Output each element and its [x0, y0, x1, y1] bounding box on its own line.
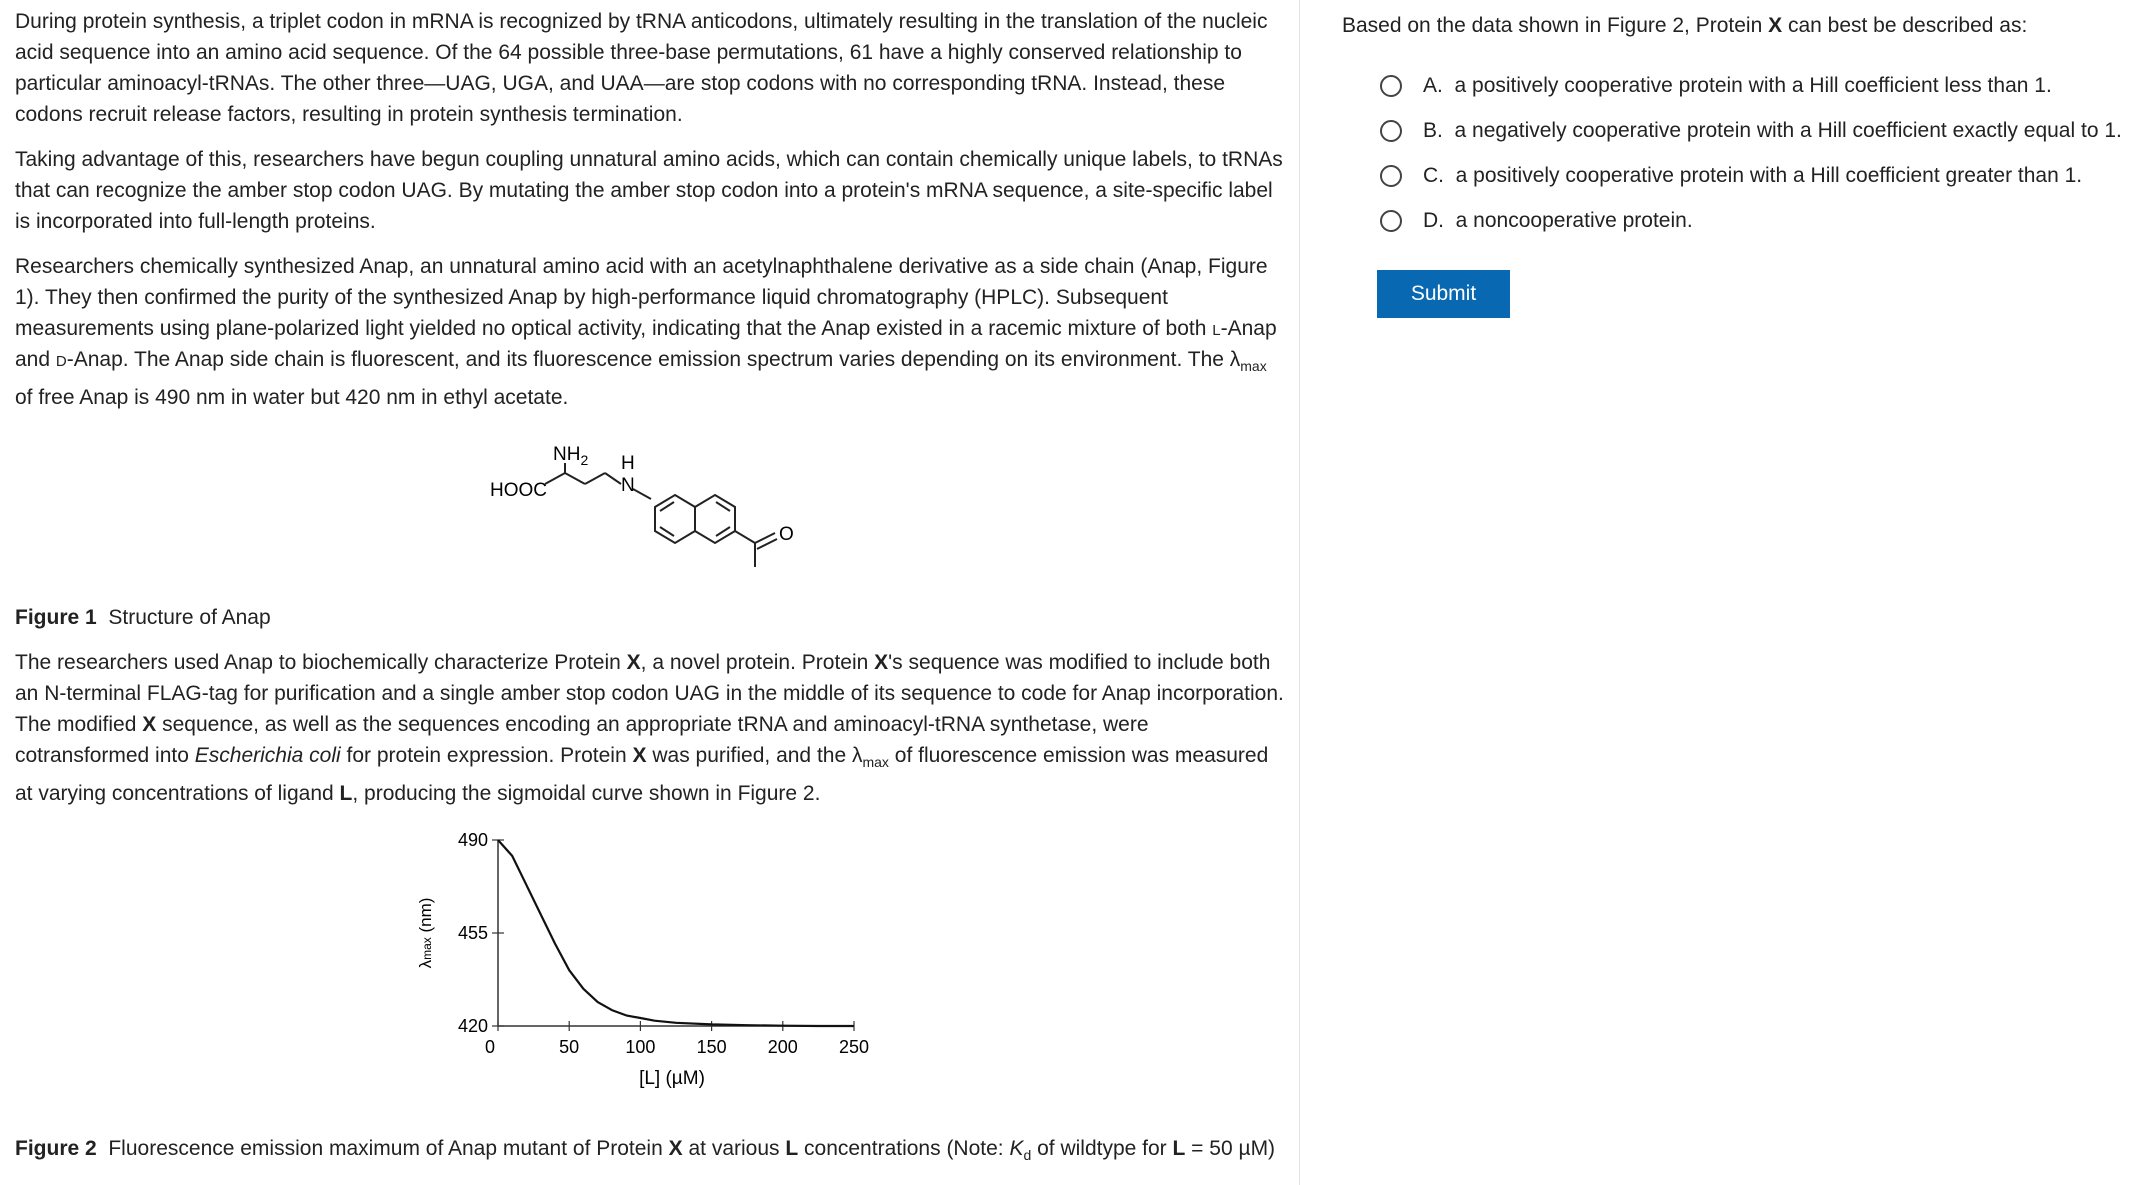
question-stem: Based on the data shown in Figure 2, Protein X can best be described as:	[1342, 14, 2028, 37]
bond	[545, 473, 565, 484]
bond	[565, 473, 585, 484]
paragraph-3: Researchers chemically synthesized Anap, an unnatural amino acid with an acetylnaphthalene derivative as a side chain (Anap, Figure 1). They then confirmed the purity of the synthesized Anap by high-performance liquid chromatography (HPLC). Subsequent measurements using plane-polarized light yielded no optical activity, indicating that the Anap existed in a racemic mixture of both l-Anap and d-Anap. The Anap side chain is fluorescent, and its fluorescence emission spectrum varies depending on its environment. The $\lambda_{max}$ of free Anap is 490 nm in water but 420 nm in ethyl acetate.	[15, 255, 1277, 410]
radio-c[interactable]	[1380, 165, 1402, 187]
choice-b-text: a negatively cooperative protein with a Hill coefficient exactly equal to 1.	[1454, 118, 2122, 142]
radio-b[interactable]	[1380, 120, 1402, 142]
x-axis-label: [L] (µM)	[639, 1068, 705, 1090]
figure-2-chart	[15, 823, 1284, 1133]
radio-a[interactable]	[1380, 75, 1402, 97]
chart-ticks	[458, 830, 869, 1057]
o-label: O	[779, 524, 794, 546]
anap-structure-drawing	[15, 427, 1285, 602]
question-pane	[1330, 0, 2153, 1185]
naphthalene-ring-1	[655, 495, 695, 543]
x-tick-label: 100	[625, 1037, 656, 1058]
bond	[585, 473, 605, 484]
x-tick-label: 0	[484, 1037, 496, 1058]
y-tick-label: 490	[457, 830, 488, 851]
bond	[735, 531, 755, 543]
y-axis-label-sub: max	[420, 937, 434, 961]
x-tick-label: 150	[696, 1037, 727, 1058]
choice-d-text: a noncooperative protein.	[1455, 208, 1693, 232]
paragraph-1: During protein synthesis, a triplet codon in mRNA is recognized by tRNA anticodons, ultimately resulting in the translation of the nucleic acid sequence into an amino acid sequence. Of the 64 possible three-base permutations, 61 have a highly conserved relationship to particular aminoacyl-tRNAs. The other three—UAG, UGA, and UAA—are stop codons with no corresponding tRNA. Instead, these codons recruit release factors, resulting in protein synthesis termination.	[15, 10, 1268, 126]
y-axis-label	[416, 898, 435, 969]
n-label: N	[621, 475, 635, 497]
radio-d[interactable]	[1380, 210, 1402, 232]
choice-a-text: a positively cooperative protein with a Hill coefficient less than 1.	[1454, 73, 2052, 97]
series-line	[498, 840, 854, 1026]
h-label: H	[621, 453, 635, 475]
hooc-label: HOOC	[490, 480, 547, 502]
figure-2-caption: Figure 2 Fluorescence emission maximum of Anap mutant of Protein X at various L concentrations (Note: $K_d$ of wildtype for L = 50 µM)	[15, 1137, 1276, 1164]
y-tick-label: 420	[457, 1016, 488, 1037]
paragraph-2: Taking advantage of this, researchers have begun coupling unnatural amino acids, which can contain chemically unique labels, to tRNAs that can recognize the amber stop codon UAG. By mutating the amber stop codon into a protein's mRNA sequence, a site-specific label is incorporated into full-length proteins.	[15, 148, 1283, 233]
y-axis-label-main: λ	[416, 960, 435, 969]
x-tick-label: 200	[767, 1037, 798, 1058]
submit-button[interactable]: Submit	[1377, 270, 1510, 318]
bond	[633, 489, 651, 499]
naphthalene-ring-2	[695, 495, 735, 543]
choice-d[interactable]: D. a noncooperative protein.	[1380, 205, 1693, 236]
chart-svg	[15, 823, 1285, 1123]
figure-1-caption: Figure 1 Structure of Anap	[15, 606, 271, 630]
choice-c-text: a positively cooperative protein with a Hill coefficient greater than 1.	[1455, 163, 2083, 187]
y-axis-label-unit: (nm)	[416, 897, 435, 938]
anap-structure	[15, 427, 1284, 602]
y-tick-label: 455	[457, 923, 488, 944]
bond	[605, 473, 621, 484]
choice-b[interactable]: B. a negatively cooperative protein with a Hill coefficient exactly equal to 1.	[1380, 115, 2122, 146]
x-tick-label: 250	[838, 1037, 870, 1058]
chart-axes	[498, 840, 854, 1026]
chart-series	[498, 840, 854, 1026]
choice-a[interactable]: A. a positively cooperative protein with a Hill coefficient less than 1.	[1380, 70, 2052, 101]
x-tick-label: 50	[559, 1037, 580, 1058]
choice-c[interactable]: C. a positively cooperative protein with a Hill coefficient greater than 1.	[1380, 160, 2082, 191]
nh2-label: $NH_2$	[553, 444, 589, 469]
paragraph-4: The researchers used Anap to biochemically characterize Protein X, a novel protein. Protein X's sequence was modified to include both an N-terminal FLAG-tag for purification and a single amber stop codon UAG in the middle of its sequence to code for Anap incorporation. The modified X sequence, as well as the sequences encoding an appropriate tRNA and aminoacyl-tRNA synthetase, were cotransformed into Escherichia coli for protein expression. Protein X was purified, and the $\lambda_{max}$ of fluorescence emission was measured at varying concentrations of ligand L, producing the sigmoidal curve shown in Figure 2.	[15, 651, 1284, 806]
